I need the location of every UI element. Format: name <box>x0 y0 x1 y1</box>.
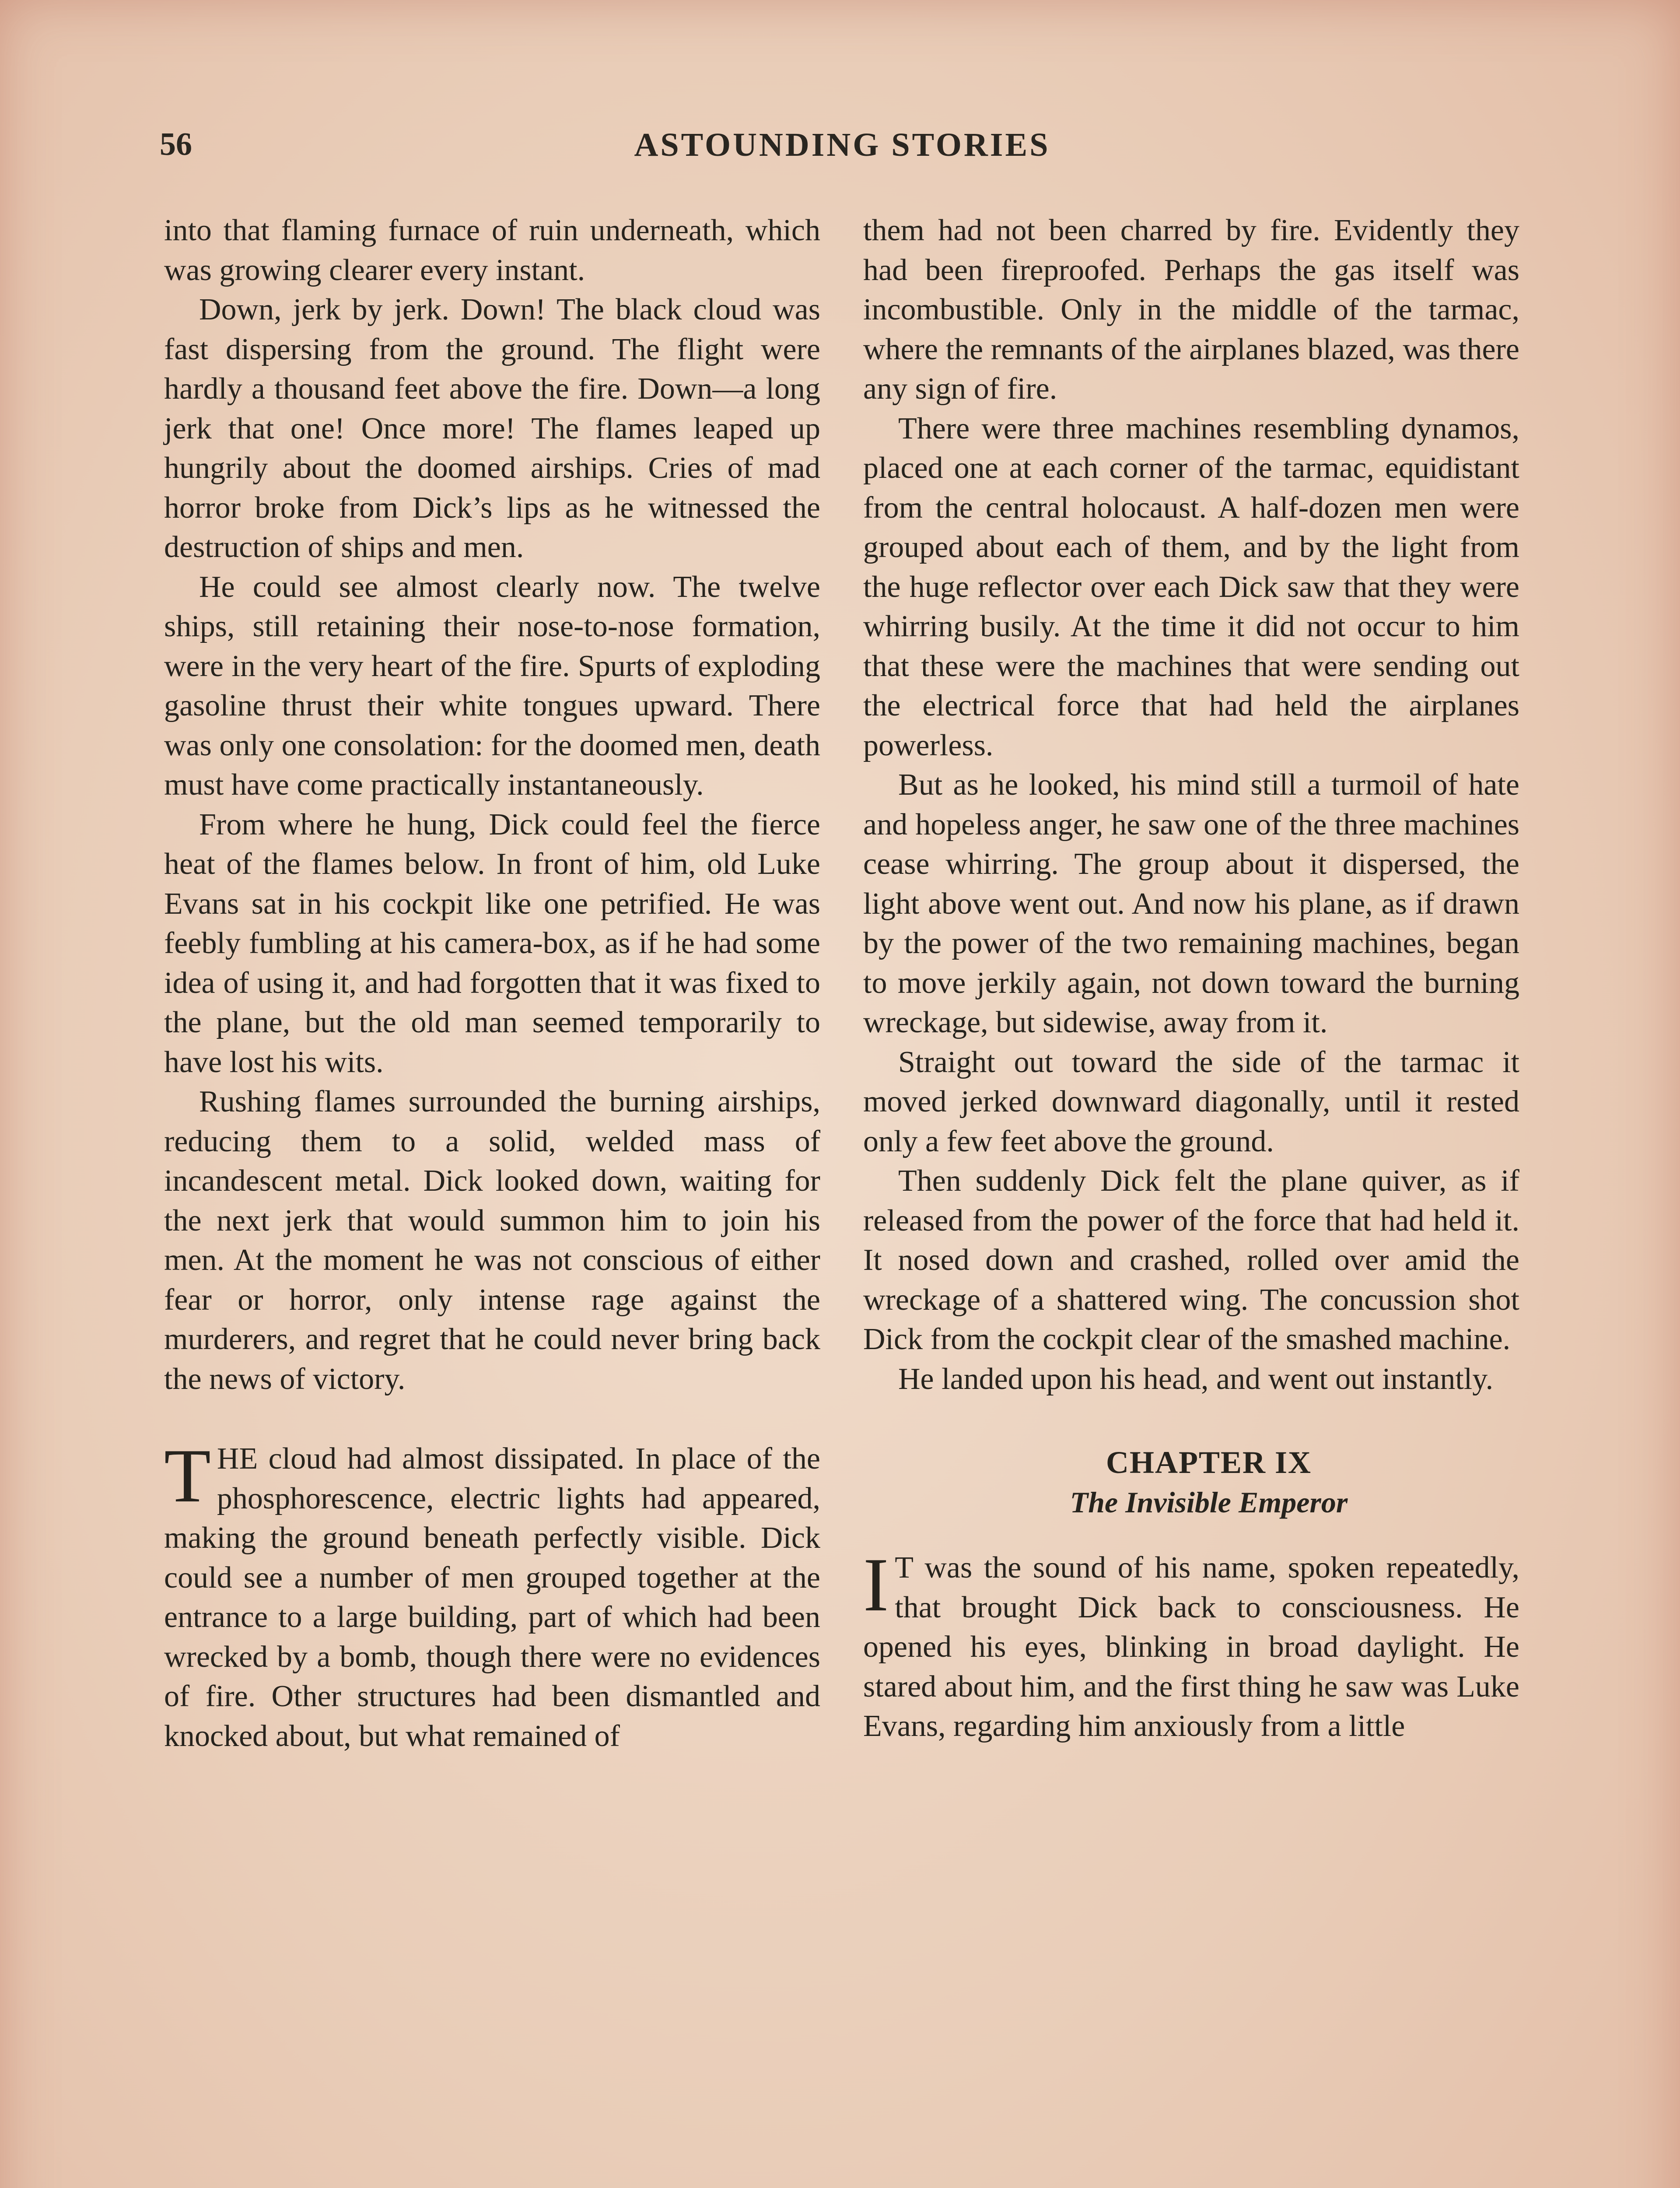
left-column <box>164 211 820 1756</box>
paragraph: Down, jerk by jerk. Down! The black cloud was fast dispersing from the ground. The flight were hardly a thousand feet above the fire. Down—a long jerk that one! Once more! The flames leaped up hungrily about the doomed airships. Cries of mad horror broke from Dick’s lips as he witnessed the destruction of ships and men. <box>164 293 820 564</box>
paragraph: Rushing flames surrounded the burning airships, reducing them to a solid, welded mass of incandescent metal. Dick looked down, waiting for the next jerk that would summon him to join his men. At the moment he was not conscious of either fear or horror, only intense rage against the murderers, and regret that he could never bring back the news of victory. <box>164 1085 820 1396</box>
paragraph-text: T was the sound of his name, spoken repeatedly, that brought Dick back to consciousness. He opened his eyes, blinking in broad daylight. He stared about him, and the first thing he saw was Luke Evans, regarding him anxiously from a little <box>863 1551 1519 1743</box>
drop-cap: I <box>863 1542 889 1627</box>
section-break <box>164 1399 820 1439</box>
paragraph: He landed upon his head, and went out instantly. <box>898 1362 1494 1396</box>
magazine-title: ASTOUNDING STORIES <box>634 126 1050 163</box>
chapter-spacer <box>863 1522 1519 1548</box>
chapter-title: CHAPTER IX <box>1106 1445 1312 1480</box>
chapter-subtitle: The Invisible Emperor <box>1070 1485 1348 1519</box>
page-number: 56 <box>160 126 192 162</box>
paragraph: Then suddenly Dick felt the plane quiver, as if released from the power of the force that had held it. It nosed down and crashed, rolled over amid the wreckage of a shattered wing. The concussion shot Dick from the cockpit clear of the smashed machine. <box>863 1164 1519 1356</box>
running-head <box>160 126 1525 174</box>
paragraph: There were three machines resembling dynamos, placed one at each corner of the tarmac, equidistant from the central holocaust. A half-dozen men were grouped about each of them, and by the light from the huge reflector over each Dick saw that they were whirring busily. At the time it did not occur to him that these were the machines that were sending out the electrical force that had held the airplanes powerless. <box>863 411 1519 762</box>
paragraph: He could see almost clearly now. The twelve ships, still retaining their nose-to-nose formation, were in the very heart of the fire. Spurts of exploding gasoline thrust their white tongues upward. There was only one consolation: for the doomed men, death must have come practically instantaneously. <box>164 570 820 802</box>
paragraph: into that flaming furnace of ruin underneath, which was growing clearer every instant. <box>164 214 820 287</box>
chapter-opening-paragraph <box>863 1542 1519 1746</box>
drop-cap: T <box>164 1433 211 1518</box>
paragraph: But as he looked, his mind still a turmoil of hate and hopeless anger, he saw one of the three machines cease whirring. The group about it dispersed, the light above went out. And now his plane, as if drawn by the power of the two remaining machines, began to move jerkily again, not down toward the burning wreckage, but sidewise, away from it. <box>863 768 1519 1039</box>
paragraph: them had not been charred by fire. Evidently they had been fireproofed. Perhaps the gas itself was incombustible. Only in the middle of the tarmac, where the remnants of the airplanes blazed, was there any sign of fire. <box>863 214 1519 406</box>
section-paragraph <box>164 1433 820 1756</box>
paragraph: Straight out toward the side of the tarmac it moved jerked downward diagonally, until it rested only a few feet above the ground. <box>863 1045 1519 1158</box>
paragraph: From where he hung, Dick could feel the fierce heat of the flames below. In front of him, old Luke Evans sat in his cockpit like one petrified. He was feebly fumbling at his camera-box, as if he had some idea of using it, and had forgotten that it was fixed to the plane, but the old man seemed temporarily to have lost his wits. <box>164 807 820 1079</box>
right-column <box>863 211 1519 1746</box>
paragraph-text: HE cloud had almost dissipated. In place of the phosphorescence, electric lights had appeared, making the ground beneath perfectly visible. Dick could see a number of men grouped together at the entrance to a large building, part of which had been wrecked by a bomb, though there were no evidences of fire. Other structures had been dismantled and knocked about, but what remained of <box>164 1442 820 1753</box>
chapter-spacer <box>863 1399 1519 1443</box>
